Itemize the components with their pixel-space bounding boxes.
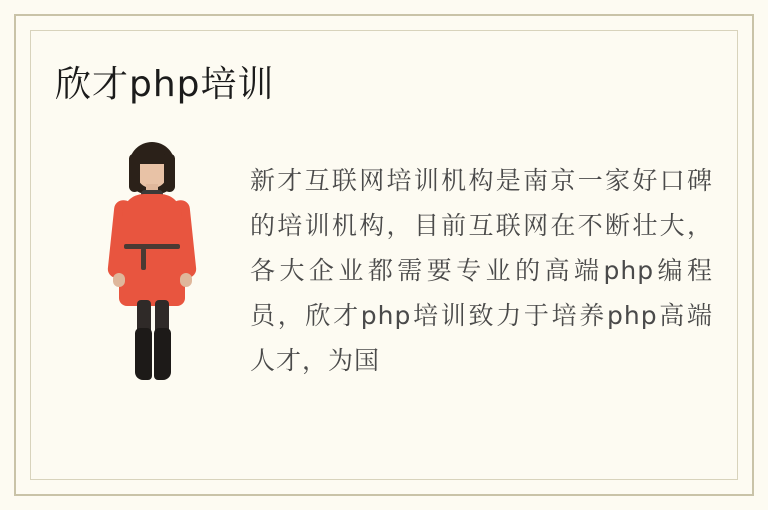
figure-belt bbox=[124, 244, 180, 249]
figure-hand-left bbox=[113, 273, 125, 287]
article-body: 新才互联网培训机构是南京一家好口碑的培训机构，目前互联网在不断壮大，各大企业都需要专业的高端php编程员，欣才php培训致力于培养php高端人才，为国 bbox=[250, 166, 713, 375]
figure-hair-left bbox=[129, 154, 140, 192]
figure-belt-tail bbox=[141, 248, 146, 270]
figure-dress-hem bbox=[119, 280, 185, 306]
figure-boot-right bbox=[154, 328, 171, 380]
woman-in-red-dress-photo bbox=[85, 140, 225, 390]
article-content bbox=[55, 140, 713, 450]
figure-hand-right bbox=[180, 273, 192, 287]
figure-boot-left bbox=[135, 328, 152, 380]
page-title: 欣才php培训 bbox=[55, 64, 275, 105]
figure-hair-right bbox=[164, 154, 175, 192]
